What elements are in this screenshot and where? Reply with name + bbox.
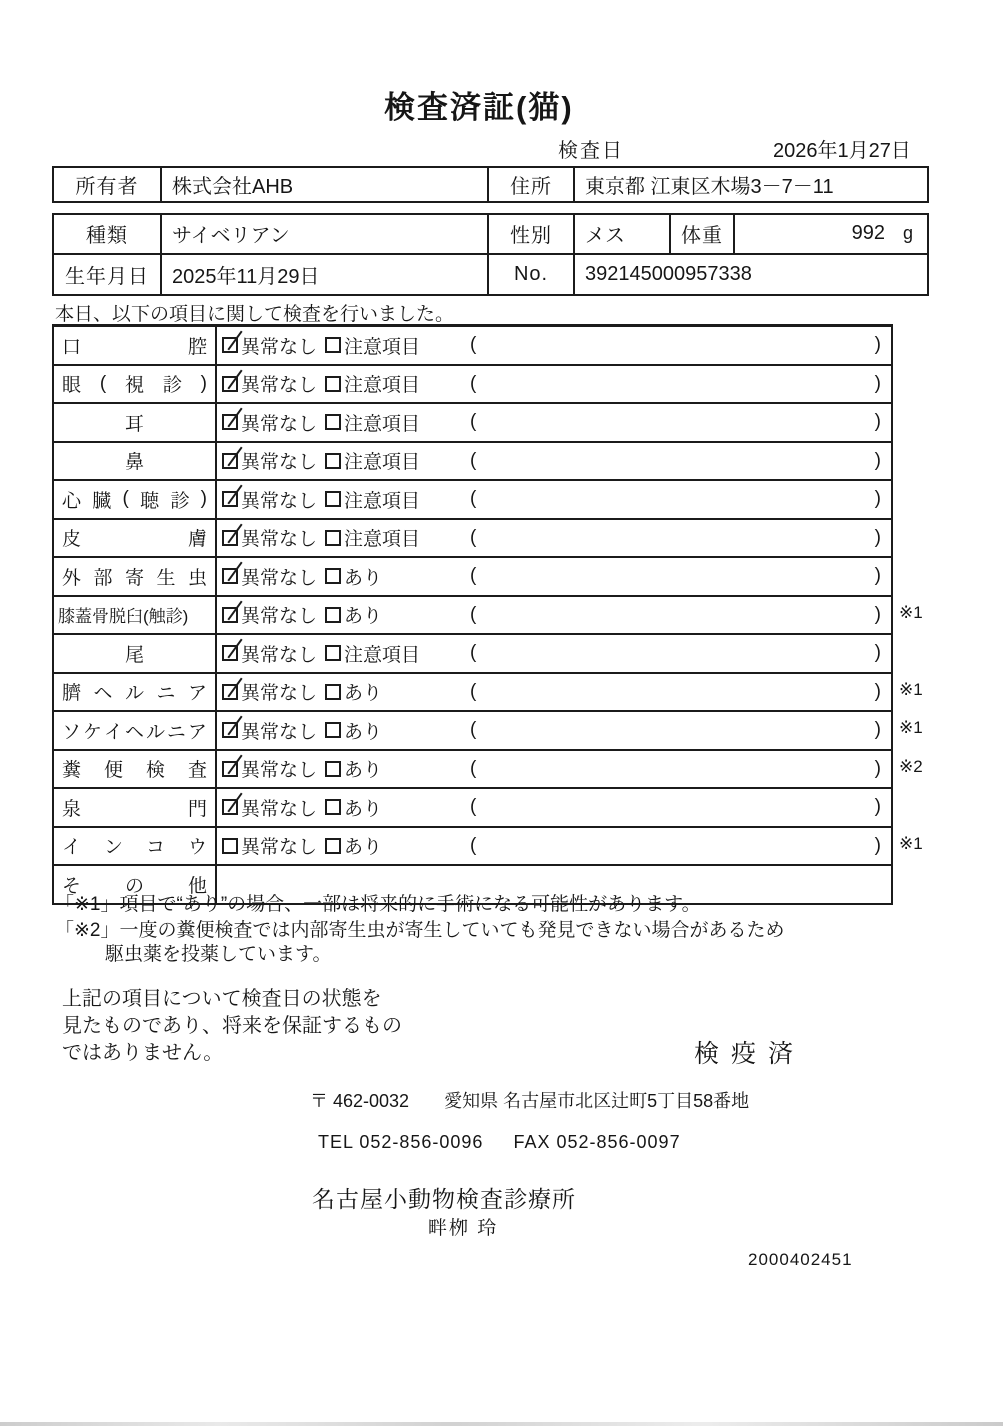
owner-value: 株式会社AHB xyxy=(160,168,487,201)
checkbox-flag[interactable] xyxy=(325,337,341,353)
remark-paren-open: ( xyxy=(470,834,477,856)
remark-paren-close: ) xyxy=(874,488,881,510)
row-label: イ ン コ ウ xyxy=(54,828,217,865)
page-title: 検査済証(猫) xyxy=(384,90,574,125)
document-number: 2000402451 xyxy=(748,1250,853,1269)
checkbox-no-abnormality[interactable] xyxy=(222,761,238,777)
inspection-row xyxy=(54,327,891,366)
row-note: ※1 xyxy=(899,602,923,622)
row-label: 膝蓋骨脱臼(触診) xyxy=(54,597,217,634)
row-content xyxy=(217,635,891,672)
inspection-row xyxy=(54,597,923,636)
intro-text: 本日、以下の項目に関して検査を行いました。 xyxy=(55,304,455,325)
inspection-row xyxy=(54,828,923,867)
checkbox-no-abnormality[interactable] xyxy=(222,530,238,546)
no-abnormality-label: 異常なし xyxy=(241,567,318,589)
weight-value: 992 g xyxy=(733,215,927,255)
checkbox-flag[interactable] xyxy=(325,530,341,546)
disclaimer-text: 上記の項目について検査日の状態を 見たものであり、将来を保証するもの ではありません。 xyxy=(62,988,402,1064)
remark-paren-close: ) xyxy=(874,526,881,548)
breed-value: サイベリアン xyxy=(160,215,487,255)
flag-label: 注意項目 xyxy=(344,452,421,474)
checkbox-no-abnormality[interactable] xyxy=(222,568,238,584)
no-abnormality-label: 異常なし xyxy=(241,529,318,551)
flag-label: 注意項目 xyxy=(344,529,421,551)
flag-label: あり xyxy=(344,606,383,628)
flag-label: あり xyxy=(344,567,383,589)
remark-paren-close: ) xyxy=(874,372,881,394)
remark-paren-close: ) xyxy=(874,565,881,587)
row-content xyxy=(217,558,891,595)
checkbox-no-abnormality[interactable] xyxy=(222,607,238,623)
postal-code: 〒 462-0032 xyxy=(310,1091,410,1111)
clinic-phone-line xyxy=(318,1132,681,1153)
row-label: ソ ケ イ ヘ ル ニ ア xyxy=(54,712,217,749)
no-abnormality-label: 異常なし xyxy=(241,721,318,743)
footnote-2-line1: 「※2」一度の糞便検査では内部寄生虫が寄生していても発見できない場合があるため xyxy=(55,920,785,941)
row-label: 臍 ヘ ル ニ ア xyxy=(54,674,217,711)
no-label: No. xyxy=(487,255,573,295)
checkbox-flag[interactable] xyxy=(325,684,341,700)
row-content xyxy=(217,828,891,865)
remark-paren-close: ) xyxy=(874,796,881,818)
row-label: 糞 便 検 査 xyxy=(54,751,217,788)
flag-label: あり xyxy=(344,683,383,705)
clinic-address: 愛知県 名古屋市北区辻町5丁目58番地 xyxy=(444,1091,750,1111)
remark-paren-close: ) xyxy=(874,719,881,741)
inspection-row xyxy=(54,366,891,405)
checkbox-flag[interactable] xyxy=(325,453,341,469)
row-note: ※1 xyxy=(899,679,923,699)
address-value: 東京都 江東区木場3－7－11 xyxy=(573,168,927,201)
row-label: 口 腔 xyxy=(54,327,217,364)
footnote-1: 「※1」項目で“あり”の場合、一部は将来的に手術になる可能性があります。 xyxy=(55,894,701,915)
no-abnormality-label: 異常なし xyxy=(241,413,318,435)
row-label: 尾 xyxy=(54,635,217,672)
owner-table xyxy=(52,166,929,203)
row-label: そ の 他 xyxy=(54,866,217,903)
remark-paren-open: ( xyxy=(470,449,477,471)
row-note: ※1 xyxy=(899,718,923,737)
checkbox-flag[interactable] xyxy=(325,568,341,584)
inspection-table xyxy=(52,324,923,905)
address-label: 住所 xyxy=(487,168,573,201)
row-label: 皮 膚 xyxy=(54,520,217,557)
remark-paren-open: ( xyxy=(470,411,477,433)
quarantine-stamp: 検疫済 xyxy=(694,1040,806,1068)
flag-label: 注意項目 xyxy=(344,336,421,358)
checkbox-flag[interactable] xyxy=(325,799,341,815)
remark-paren-open: ( xyxy=(470,719,477,741)
checkbox-no-abnormality[interactable] xyxy=(222,376,238,392)
flag-label: あり xyxy=(344,760,383,782)
flag-label: 注意項目 xyxy=(344,375,421,397)
remark-paren-open: ( xyxy=(470,372,477,394)
scan-artifact xyxy=(0,1422,1003,1426)
flag-label: 注意項目 xyxy=(344,644,421,666)
checkbox-flag[interactable] xyxy=(325,414,341,430)
inspection-row xyxy=(54,751,923,790)
remark-paren-open: ( xyxy=(470,680,477,702)
flag-label: あり xyxy=(344,721,383,743)
flag-label: あり xyxy=(344,837,383,859)
no-abnormality-label: 異常なし xyxy=(241,798,318,820)
checkbox-no-abnormality[interactable] xyxy=(222,453,238,469)
flag-label: 注意項目 xyxy=(344,413,421,435)
clinic-name: 名古屋小動物検査診療所 xyxy=(312,1186,576,1212)
checkbox-flag[interactable] xyxy=(325,376,341,392)
sex-value: メス xyxy=(573,215,669,255)
no-abnormality-label: 異常なし xyxy=(241,336,318,358)
sex-label: 性別 xyxy=(487,215,573,255)
no-abnormality-label: 異常なし xyxy=(241,606,318,628)
row-label: 耳 xyxy=(54,404,217,441)
inspection-row xyxy=(54,520,891,559)
no-abnormality-label: 異常なし xyxy=(241,760,318,782)
row-content xyxy=(217,443,891,480)
row-content xyxy=(217,597,891,634)
inspection-date-value: 2026年1月27日 xyxy=(773,140,911,162)
row-content xyxy=(217,520,891,557)
checkbox-no-abnormality[interactable] xyxy=(222,414,238,430)
row-content xyxy=(217,366,891,403)
row-label: 鼻 xyxy=(54,443,217,480)
checkbox-flag[interactable] xyxy=(325,645,341,661)
flag-label: あり xyxy=(344,798,383,820)
animal-table xyxy=(52,213,929,296)
remark-paren-open: ( xyxy=(470,526,477,548)
checkbox-flag[interactable] xyxy=(325,722,341,738)
owner-label: 所有者 xyxy=(75,176,139,198)
remark-paren-open: ( xyxy=(470,488,477,510)
inspection-row xyxy=(54,789,891,828)
inspection-row xyxy=(54,635,891,674)
inspection-row xyxy=(54,443,891,482)
row-content xyxy=(217,674,891,711)
remark-paren-close: ) xyxy=(874,603,881,625)
row-content xyxy=(217,712,891,749)
birthdate-value: 2025年11月29日 xyxy=(160,255,487,295)
no-abnormality-label: 異常なし xyxy=(241,375,318,397)
no-abnormality-label: 異常なし xyxy=(241,683,318,705)
remark-paren-close: ) xyxy=(874,334,881,356)
inspection-row xyxy=(54,404,891,443)
no-abnormality-label: 異常なし xyxy=(241,490,318,512)
remark-paren-open: ( xyxy=(470,757,477,779)
row-note: ※2 xyxy=(899,756,923,776)
row-note: ※1 xyxy=(899,833,923,853)
remark-paren-open: ( xyxy=(470,796,477,818)
inspection-row xyxy=(54,712,923,751)
remark-paren-close: ) xyxy=(874,449,881,471)
checkbox-flag[interactable] xyxy=(325,838,341,854)
row-label: 心 臓 ( 聴 診 ) xyxy=(54,481,217,518)
row-label: 眼 ( 視 診 ) xyxy=(54,366,217,403)
remark-paren-open: ( xyxy=(470,603,477,625)
checkbox-flag[interactable] xyxy=(325,761,341,777)
inspection-row xyxy=(54,674,923,713)
row-label: 泉 門 xyxy=(54,789,217,826)
weight-unit: g xyxy=(902,223,913,244)
checkbox-no-abnormality[interactable] xyxy=(222,337,238,353)
remark-paren-open: ( xyxy=(470,334,477,356)
footnote-2-line2: 駆虫薬を投薬しています。 xyxy=(105,944,332,965)
clinic-tel: TEL 052-856-0096 xyxy=(318,1132,484,1152)
remark-paren-close: ) xyxy=(874,757,881,779)
checkbox-no-abnormality[interactable] xyxy=(222,645,238,661)
inspection-date-label: 検査日 xyxy=(558,140,624,162)
birthdate-label: 生年月日 xyxy=(65,265,149,288)
row-content xyxy=(217,404,891,441)
no-abnormality-label: 異常なし xyxy=(241,452,318,474)
remark-paren-close: ) xyxy=(874,642,881,664)
row-content xyxy=(217,751,891,788)
breed-label: 種類 xyxy=(54,215,160,255)
remark-paren-close: ) xyxy=(874,680,881,702)
row-content xyxy=(217,789,891,826)
checkbox-no-abnormality[interactable] xyxy=(222,722,238,738)
no-abnormality-label: 異常なし xyxy=(241,644,318,666)
checkbox-no-abnormality[interactable] xyxy=(222,838,238,854)
checkbox-flag[interactable] xyxy=(325,491,341,507)
row-content xyxy=(217,327,891,364)
row-content xyxy=(217,481,891,518)
checkbox-no-abnormality[interactable] xyxy=(222,491,238,507)
weight-label: 体重 xyxy=(669,215,733,255)
no-abnormality-label: 異常なし xyxy=(241,837,318,859)
checkbox-no-abnormality[interactable] xyxy=(222,684,238,700)
flag-label: 注意項目 xyxy=(344,490,421,512)
remark-paren-open: ( xyxy=(470,565,477,587)
inspection-row xyxy=(54,558,891,597)
remark-paren-close: ) xyxy=(874,834,881,856)
checkbox-no-abnormality[interactable] xyxy=(222,799,238,815)
no-value: 392145000957338 xyxy=(573,255,927,295)
clinic-fax: FAX 052-856-0097 xyxy=(513,1132,681,1152)
veterinarian-name: 畔栁 玲 xyxy=(428,1218,499,1239)
row-label: 外 部 寄 生 虫 xyxy=(54,558,217,595)
checkbox-flag[interactable] xyxy=(325,607,341,623)
remark-paren-open: ( xyxy=(470,642,477,664)
clinic-address-line xyxy=(310,1087,749,1113)
remark-paren-close: ) xyxy=(874,411,881,433)
inspection-row xyxy=(54,481,891,520)
